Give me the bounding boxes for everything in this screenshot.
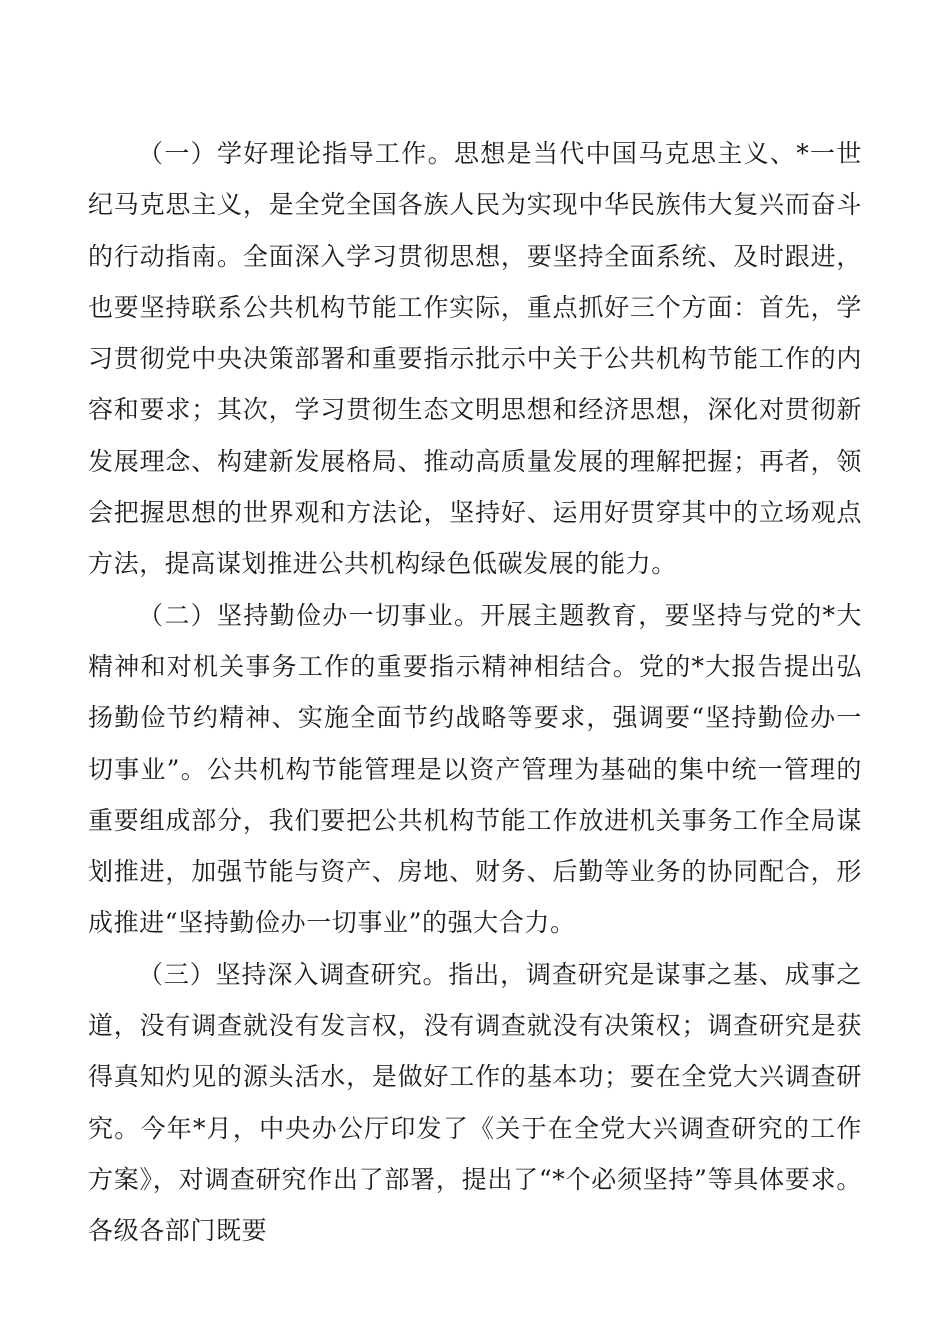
document-body	[88, 128, 862, 1257]
paragraph-1: （一）学好理论指导工作。思想是当代中国马克思主义、*一世纪马克思主义，是全党全国各族人民为实现中华民族伟大复兴而奋斗的行动指南。全面深入学习贯彻思想，要坚持全面系统、及时跟进，也要坚持联系公共机构节能工作实际，重点抓好三个方面：首先，学习贯彻党中央决策部署和重要指示批示中关于公共机构节能工作的内容和要求；其次，学习贯彻生态文明思想和经济思想，深化对贯彻新发展理念、构建新发展格局、推动高质量发展的理解把握；再者，领会把握思想的世界观和方法论，坚持好、运用好贯穿其中的立场观点方法，提高谋划推进公共机构绿色低碳发展的能力。	[88, 139, 862, 579]
paragraph-3: （三）坚持深入调查研究。指出，调查研究是谋事之基、成事之道，没有调查就没有发言权，没有调查就没有决策权；调查研究是获得真知灼见的源头活水，是做好工作的基本功；要在全党大兴调查研究。今年*月，中央办公厅印发了《关于在全党大兴调查研究的工作方案》，对调查研究作出了部署，提出了“*个必须坚持”等具体要求。各级各部门既要	[88, 959, 862, 1246]
paragraph-2: （二）坚持勤俭办一切事业。开展主题教育，要坚持与党的*大精神和对机关事务工作的重要指示精神相结合。党的*大报告提出弘扬勤俭节约精神、实施全面节约战略等要求，强调要“坚持勤俭办一切事业”。公共机构节能管理是以资产管理为基础的集中统一管理的重要组成部分，我们要把公共机构节能工作放进机关事务工作全局谋划推进，加强节能与资产、房地、财务、后勤等业务的协同配合，形成推进“坚持勤俭办一切事业”的强大合力。	[88, 600, 862, 938]
